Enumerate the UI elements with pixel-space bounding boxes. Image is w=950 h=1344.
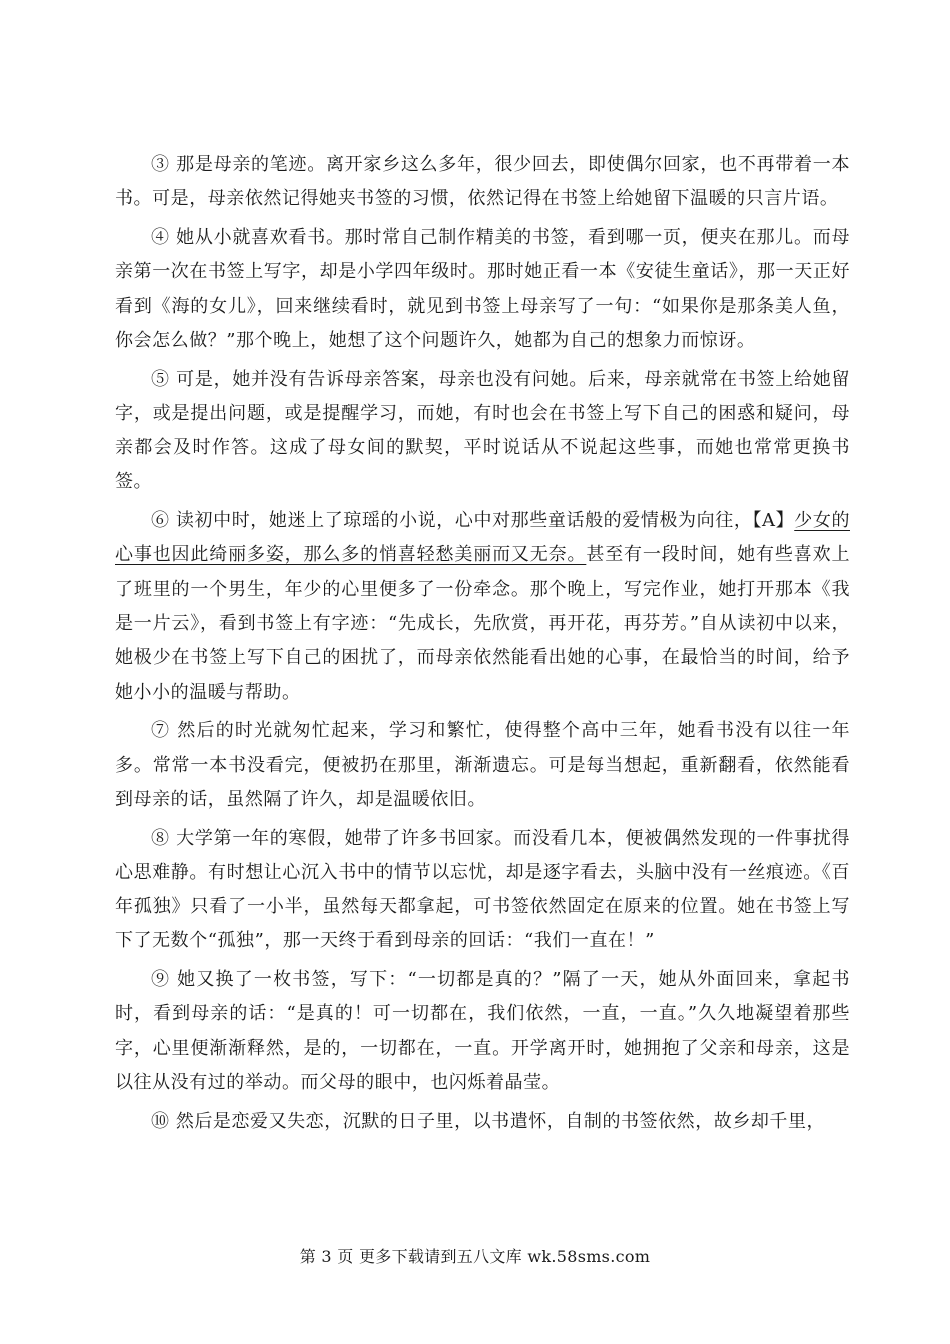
paragraph-6: [115, 504, 850, 710]
article-body: [115, 148, 850, 1143]
underlined-sentence-a: 少女的心事也因此绮丽多姿，那么多的悄喜轻愁美丽而又无奈。: [115, 510, 850, 566]
paragraph-7: ⑦ 然后的时光就匆忙起来，学习和繁忙，使得整个高中三年，她看书没有以往一年多。常常一本书没看完，便被扔在那里，渐渐遗忘。可是每当想起，重新翻看，依然能看到母亲的话，虽然隔了许久，却是温暖依旧。: [115, 720, 850, 810]
paragraph-5: ⑤ 可是，她并没有告诉母亲答案，母亲也没有问她。后来，母亲就常在书签上给她留字，或是提出问题，或是提醒学习，而她，有时也会在书签上写下自己的困惑和疑问，母亲都会及时作答。这成了母女间的默契，平时说话从不说起这些事，而她也常常更换书签。: [115, 368, 850, 493]
page-footer: 第 3 页 更多下载请到五八文库 wk.58sms.com: [299, 1247, 651, 1266]
paragraph-10: ⑩ 然后是恋爱又失恋，沉默的日子里，以书遣怀，自制的书签依然，故乡却千里，: [151, 1110, 826, 1132]
paragraph-8: ⑧ 大学第一年的寒假，她带了许多书回家。而没看几本，便被偶然发现的一件事扰得心思难静。有时想让心沉入书中的情节以忘忧，却是逐字看去，头脑中没有一丝痕迹。《百年孤独》只看了一小半，虽然每天都拿起，可书签依然固定在原来的位置。她在书签上写下了无数个“孤独”，那一天终于看到母亲的回话：“我们一直在！”: [115, 827, 850, 952]
paragraph-6-after: 甚至有一段时间，她有些喜欢上了班里的一个男生，年少的心里便多了一份牵念。那个晚上，写完作业，她打开那本《我是一片云》，看到书签上有字迹：“先成长，先欣赏，再开花，再芬芳。”自从读初中以来，她极少在书签上写下自己的困扰了，而母亲依然能看出她的心事，在最恰当的时间，给予她小小的温暖与帮助。: [115, 544, 850, 703]
paragraph-4: ④ 她从小就喜欢看书。那时常自己制作精美的书签，看到哪一页，便夹在那儿。而母亲第一次在书签上写字，却是小学四年级时。那时她正看一本《安徒生童话》，那一天正好看到《海的女儿》，回来继续看时，就见到书签上母亲写了一句：“如果你是那条美人鱼，你会怎么做？”那个晚上，她想了这个问题许久，她都为自己的想象力而惊讶。: [115, 226, 850, 351]
paragraph-6-before: ⑥ 读初中时，她迷上了琼瑶的小说，心中对那些童话般的爱情极为向往，: [151, 510, 753, 532]
annotation-marker-a: 【A】: [752, 510, 795, 532]
paragraph-3: ③ 那是母亲的笔迹。离开家乡这么多年，很少回去，即使偶尔回家，也不再带着一本书。可是，母亲依然记得她夹书签的习惯，依然记得在书签上给她留下温暖的只言片语。: [115, 154, 850, 210]
paragraph-9: ⑨ 她又换了一枚书签，写下：“一切都是真的？”隔了一天，她从外面回来，拿起书时，看到母亲的话：“是真的！可一切都在，我们依然，一直，一直。”久久地凝望着那些字，心里便渐渐释然，是的，一切都在，一直。开学离开时，她拥抱了父亲和母亲，这是以往从没有过的举动。而父母的眼中，也闪烁着晶莹。: [115, 969, 850, 1094]
